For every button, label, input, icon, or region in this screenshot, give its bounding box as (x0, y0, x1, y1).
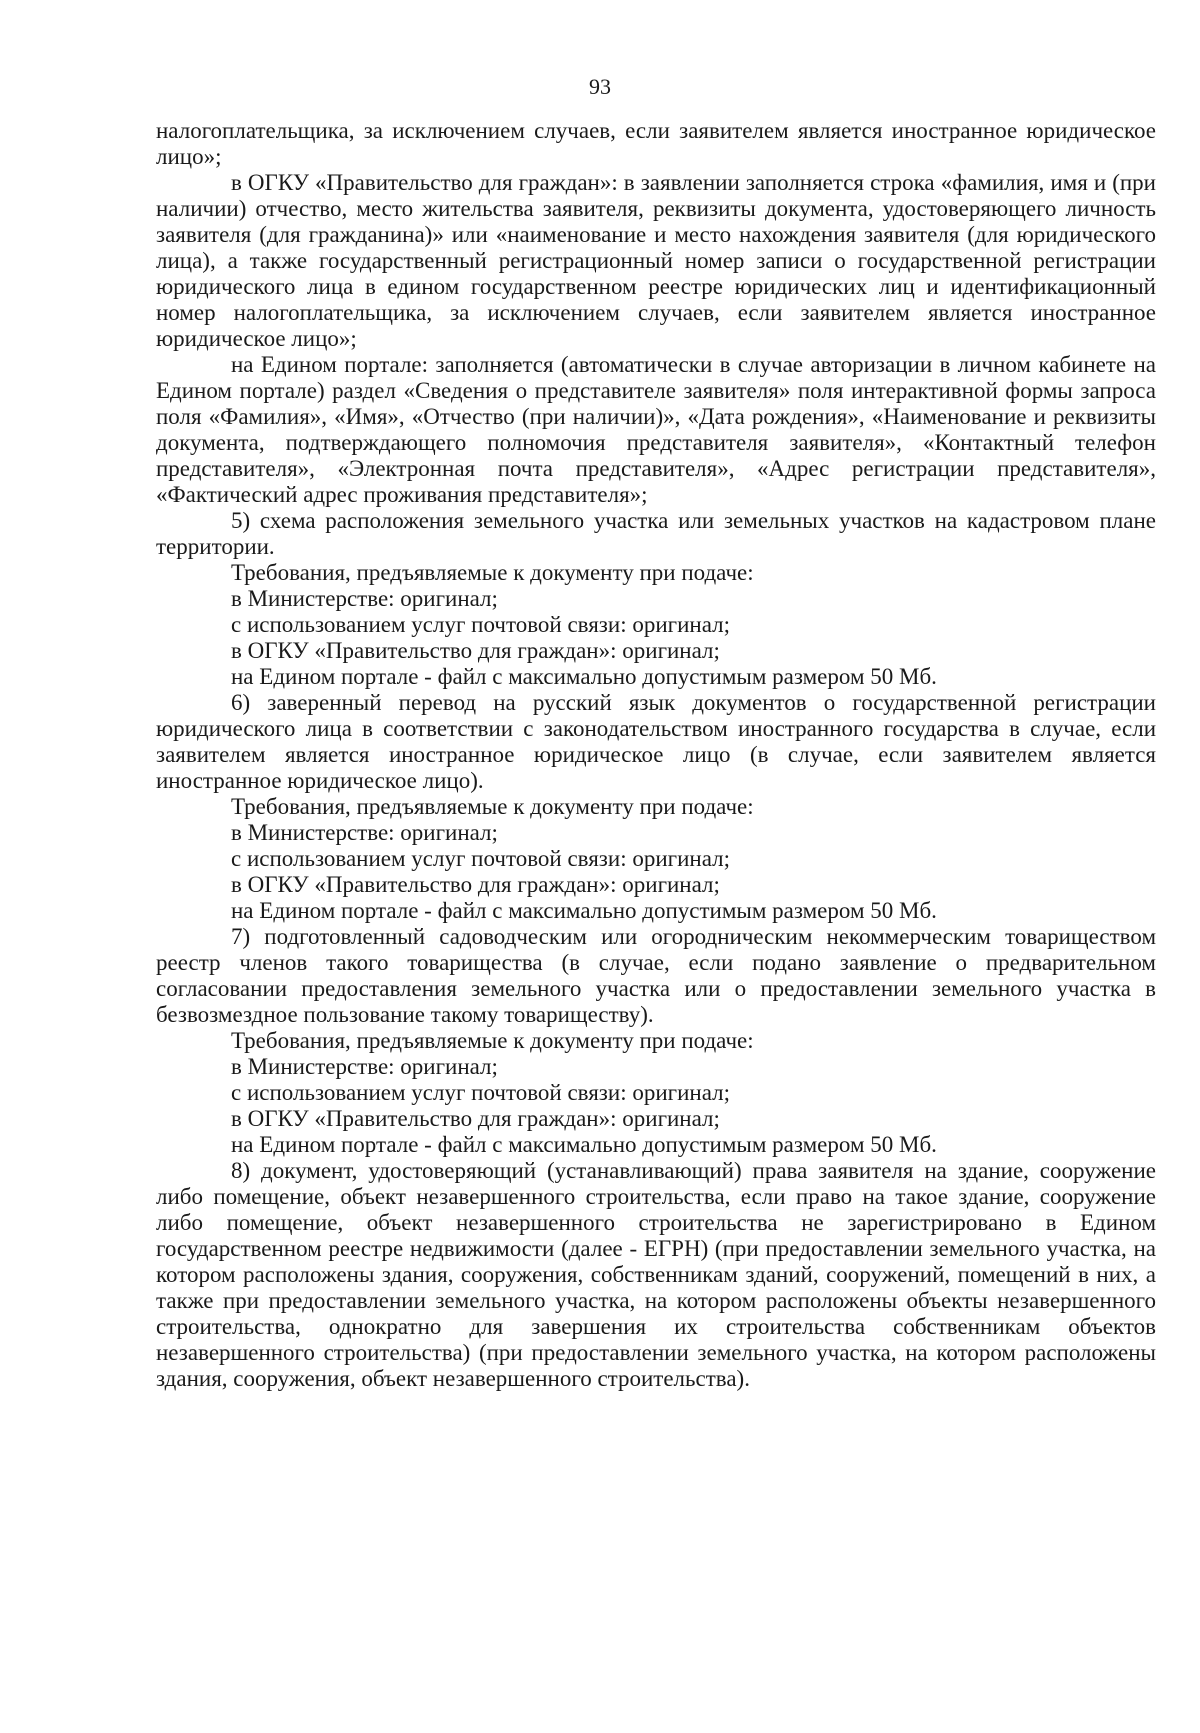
paragraph: 8) документ, удостоверяющий (устанавливающий) права заявителя на здание, сооружение либо помещение, объект незавершенного строительства, если право на такое здание, сооружение либо помещение, объект незавершенного строительства не зарегистрировано в Едином государственном реестре недвижимости (далее - ЕГРН) (при предоставлении земельного участка, на котором расположены здания, сооружения, собственникам зданий, сооружений, помещений в них, а также при предоставлении земельного участка, на котором расположены объекты незавершенного строительства, однократно для завершения их строительства собственникам объектов незавершенного строительства) (при предоставлении земельного участка, на котором расположены здания, сооружения, объект незавершенного строительства). (156, 1158, 1156, 1391)
paragraph: Требования, предъявляемые к документу при подаче: (231, 1028, 754, 1053)
paragraph: Требования, предъявляемые к документу при подаче: (231, 794, 754, 819)
document-body (156, 118, 1156, 1392)
paragraph: в ОГКУ «Правительство для граждан»: оригинал; (231, 872, 720, 897)
page-number: 93 (589, 74, 611, 99)
paragraph: в ОГКУ «Правительство для граждан»: оригинал; (231, 1106, 720, 1131)
paragraph: Требования, предъявляемые к документу при подаче: (231, 560, 754, 585)
paragraph: с использованием услуг почтовой связи: оригинал; (231, 612, 730, 637)
paragraph: 6) заверенный перевод на русский язык документов о государственной регистрации юридического лица в соответствии с законодательством иностранного государства в случае, если заявителем является иностранное юридическое лицо (в случае, если заявителем является иностранное юридическое лицо). (156, 690, 1156, 793)
paragraph: с использованием услуг почтовой связи: оригинал; (231, 846, 730, 871)
paragraph: с использованием услуг почтовой связи: оригинал; (231, 1080, 730, 1105)
paragraph: 7) подготовленный садоводческим или огородническим некоммерческим товариществом реестр членов такого товарищества (в случае, если подано заявление о предварительном согласовании предоставления земельного участка или о предоставлении земельного участка в безвозмездное пользование такому товариществу). (156, 924, 1156, 1027)
paragraph: на Едином портале - файл с максимально допустимым размером 50 Мб. (231, 664, 937, 689)
paragraph: 5) схема расположения земельного участка или земельных участков на кадастровом плане территории. (156, 508, 1156, 559)
paragraph: в Министерстве: оригинал; (231, 1054, 498, 1079)
paragraph: в Министерстве: оригинал; (231, 586, 498, 611)
paragraph: на Едином портале - файл с максимально допустимым размером 50 Мб. (231, 1132, 937, 1157)
paragraph: на Едином портале: заполняется (автоматически в случае авторизации в личном кабинете на Едином портале) раздел «Сведения о представителе заявителя» поля интерактивной формы запроса поля «Фамилия», «Имя», «Отчество (при наличии)», «Дата рождения», «Наименование и реквизиты документа, подтверждающего полномочия представителя заявителя», «Контактный телефон представителя», «Электронная почта представителя», «Адрес регистрации представителя», «Фактический адрес проживания представителя»; (156, 352, 1156, 507)
paragraph: на Едином портале - файл с максимально допустимым размером 50 Мб. (231, 898, 937, 923)
paragraph: в ОГКУ «Правительство для граждан»: в заявлении заполняется строка «фамилия, имя и (при наличии) отчество, место жительства заявителя, реквизиты документа, удостоверяющего личность заявителя (для гражданина)» или «наименование и место нахождения заявителя (для юридического лица), а также государственный регистрационный номер записи о государственной регистрации юридического лица в едином государственном реестре юридических лиц и идентификационный номер налогоплательщика, за исключением случаев, если заявителем является иностранное юридическое лицо»; (156, 170, 1156, 351)
paragraph: в ОГКУ «Правительство для граждан»: оригинал; (231, 638, 720, 663)
paragraph: в Министерстве: оригинал; (231, 820, 498, 845)
paragraph: налогоплательщика, за исключением случаев, если заявителем является иностранное юридическое лицо»; (156, 118, 1156, 169)
